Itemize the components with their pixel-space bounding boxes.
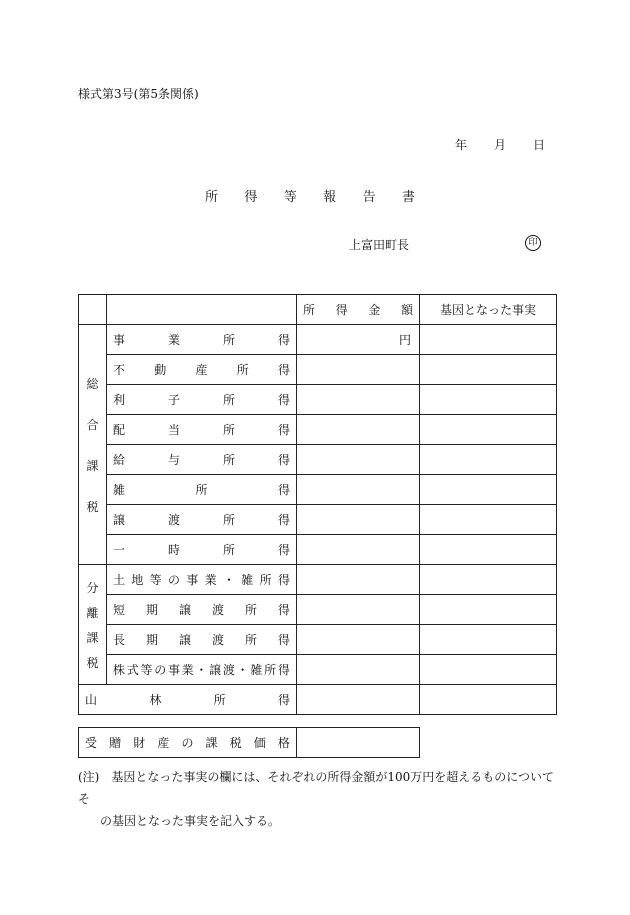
header-amount-char: 額 [400,303,413,317]
forest-income-char: 林 [149,693,162,707]
income-type-char: 利 [113,393,126,407]
income-type-cell [107,505,297,535]
amount-cell[interactable] [297,445,420,475]
group-label-char: 課 [86,630,99,645]
income-type-char: 等 [140,663,153,677]
income-type-char: 得 [277,663,290,677]
income-type-char: 譲 [178,633,191,647]
group-label-cell [79,325,107,565]
income-type-char: ・ [236,663,249,677]
amount-cell[interactable] [297,385,420,415]
header-amount-char: 金 [368,303,381,317]
basis-cell[interactable] [420,505,557,535]
income-type-char: 譲 [178,603,191,617]
income-type-char: 配 [113,423,126,437]
header-empty-item [107,295,297,325]
basis-cell[interactable] [420,655,557,685]
income-type-char: 譲 [113,513,126,527]
basis-cell[interactable] [420,625,557,655]
income-type-char: 得 [277,633,290,647]
income-type-char: 得 [277,393,290,407]
basis-cell[interactable] [420,325,557,355]
table-row [79,415,557,445]
amount-cell[interactable] [297,565,420,595]
income-type-char: ・ [195,663,208,677]
gift-label-char: 課 [205,736,218,750]
basis-cell[interactable] [420,565,557,595]
table-row [79,595,557,625]
addressee: 上富田町長 [349,238,410,252]
footnote [78,766,558,832]
amount-cell[interactable] [297,625,420,655]
income-type-char: 譲 [209,663,222,677]
table-row [79,385,557,415]
table-row [79,535,557,565]
form-number: 様式第3号(第5条関係) [78,87,199,101]
basis-cell[interactable] [420,355,557,385]
income-type-char: 業 [167,333,180,347]
income-type-char: 得 [277,453,290,467]
footnote-line-2: の基因となった事実を記入する。 [100,814,281,828]
income-type-char: 得 [277,543,290,557]
income-type-char: 短 [113,603,126,617]
amount-cell[interactable] [297,415,420,445]
table-row [79,475,557,505]
income-type-char: 時 [167,543,180,557]
group-label-char: 合 [86,417,99,432]
income-type-char: 得 [277,423,290,437]
income-type-char: 所 [222,393,235,407]
income-type-char: 所 [222,423,235,437]
income-type-cell [107,535,297,565]
income-type-char: 渡 [211,603,224,617]
income-type-char: 所 [244,633,257,647]
table-row [79,655,557,685]
income-type-char: 等 [149,573,162,587]
basis-cell[interactable] [420,535,557,565]
header-amount [297,295,420,325]
income-type-char: 事 [167,663,180,677]
income-type-char: 事 [186,573,199,587]
footnote-line-1: (注) 基因となった事実の欄には、それぞれの所得金額が100万円を超えるものについてそ [78,770,555,806]
amount-cell[interactable] [297,685,420,715]
income-type-char: 一 [113,543,126,557]
income-type-cell [107,445,297,475]
basis-cell[interactable] [420,385,557,415]
income-type-char: 渡 [211,633,224,647]
title-char: 書 [401,190,415,205]
gift-tax-table [78,727,420,758]
income-type-cell [107,655,297,685]
group-label-char: 課 [86,458,99,473]
income-type-char: 地 [131,573,144,587]
income-type-char: の [154,663,167,677]
income-type-char: 雑 [113,483,126,497]
income-type-char: 株 [113,663,126,677]
income-type-char: 長 [113,633,126,647]
income-type-char: 渡 [167,513,180,527]
income-type-char: 得 [277,573,290,587]
income-type-cell [107,355,297,385]
income-type-cell [107,385,297,415]
income-report-table [78,294,557,715]
gift-label-char: 税 [229,736,242,750]
gift-label-char: 受 [85,736,98,750]
income-type-char: 得 [277,513,290,527]
basis-cell[interactable] [420,475,557,505]
amount-cell[interactable] [297,355,420,385]
gift-label-char: 産 [157,736,170,750]
income-type-cell [107,415,297,445]
group-label-char: 離 [86,605,99,620]
header-basis: 基因となった事実 [420,295,557,325]
table-row [79,505,557,535]
income-type-char: 給 [113,453,126,467]
income-type-char: 所 [195,483,208,497]
income-type-char: 与 [167,453,180,467]
date-month-label: 月 [493,138,506,152]
income-type-char: 所 [236,363,249,377]
amount-cell[interactable] [297,505,420,535]
income-type-char: 得 [277,483,290,497]
income-type-char: 式 [126,663,139,677]
income-type-char: 子 [167,393,180,407]
gift-label-cell [79,728,297,758]
forest-income-char: 得 [277,693,290,707]
income-type-char: 雑 [241,573,254,587]
title-char: 等 [283,190,297,205]
basis-cell[interactable] [420,595,557,625]
income-type-char: 所 [222,333,235,347]
income-type-char: 所 [259,573,272,587]
title-char: 告 [362,190,376,205]
income-type-char: 当 [167,423,180,437]
income-type-char: 土 [113,573,126,587]
title-char: 所 [205,190,219,205]
income-type-char: 産 [195,363,208,377]
amount-cell[interactable] [297,475,420,505]
basis-cell[interactable] [420,685,557,715]
income-type-char: ・ [222,573,235,587]
header-empty-group [79,295,107,325]
date-line [455,136,545,153]
title-char: 得 [244,190,258,205]
income-type-char: 期 [145,633,158,647]
table-row [79,728,420,758]
table-row [79,355,557,385]
income-type-char: 得 [277,603,290,617]
table-row [79,325,557,355]
income-type-char: 所 [222,543,235,557]
income-type-cell [107,475,297,505]
income-type-cell [107,625,297,655]
table-row [79,625,557,655]
income-type-char: 業 [181,663,194,677]
date-day-label: 日 [532,138,545,152]
forest-income-char: 所 [213,693,226,707]
header-amount-char: 得 [335,303,348,317]
income-type-char: 渡 [222,663,235,677]
forest-income-label-cell [79,685,297,715]
group-label-char: 総 [86,376,99,391]
income-type-cell [107,325,297,355]
table-row [79,685,557,715]
gift-label-char: 贈 [109,736,122,750]
amount-cell[interactable] [297,655,420,685]
group-label-cell [79,565,107,685]
income-type-char: 所 [264,663,277,677]
document-title [205,186,415,205]
income-type-char: 得 [277,363,290,377]
amount-cell[interactable] [297,535,420,565]
amount-cell[interactable] [297,595,420,625]
income-type-char: 得 [277,333,290,347]
income-type-char: 業 [204,573,217,587]
income-type-char: 雑 [250,663,263,677]
title-char: 報 [323,190,337,205]
income-type-cell [107,565,297,595]
seal-mark: 印 [525,235,541,251]
amount-cell[interactable]: 円 [297,325,420,355]
group-label-char: 税 [86,499,99,514]
gift-label-char: の [181,736,194,750]
income-type-char: 動 [154,363,167,377]
income-type-char: 期 [145,603,158,617]
table-row [79,565,557,595]
forest-income-char: 山 [85,693,98,707]
gift-label-char: 格 [277,736,290,750]
header-amount-char: 所 [303,303,316,317]
income-type-char: 事 [113,333,126,347]
table-row [79,445,557,475]
income-type-cell [107,595,297,625]
group-label-char: 税 [86,655,99,670]
gift-label-char: 財 [133,736,146,750]
income-type-char: 所 [244,603,257,617]
income-type-char: 所 [222,513,235,527]
gift-label-char: 価 [253,736,266,750]
income-type-char: 所 [222,453,235,467]
basis-cell[interactable] [420,445,557,475]
income-type-char: の [167,573,180,587]
table-header-row [79,295,557,325]
date-year-label: 年 [455,138,468,152]
basis-cell[interactable] [420,415,557,445]
income-type-char: 不 [113,363,126,377]
gift-value-cell[interactable] [297,728,420,758]
group-label-char: 分 [86,580,99,595]
